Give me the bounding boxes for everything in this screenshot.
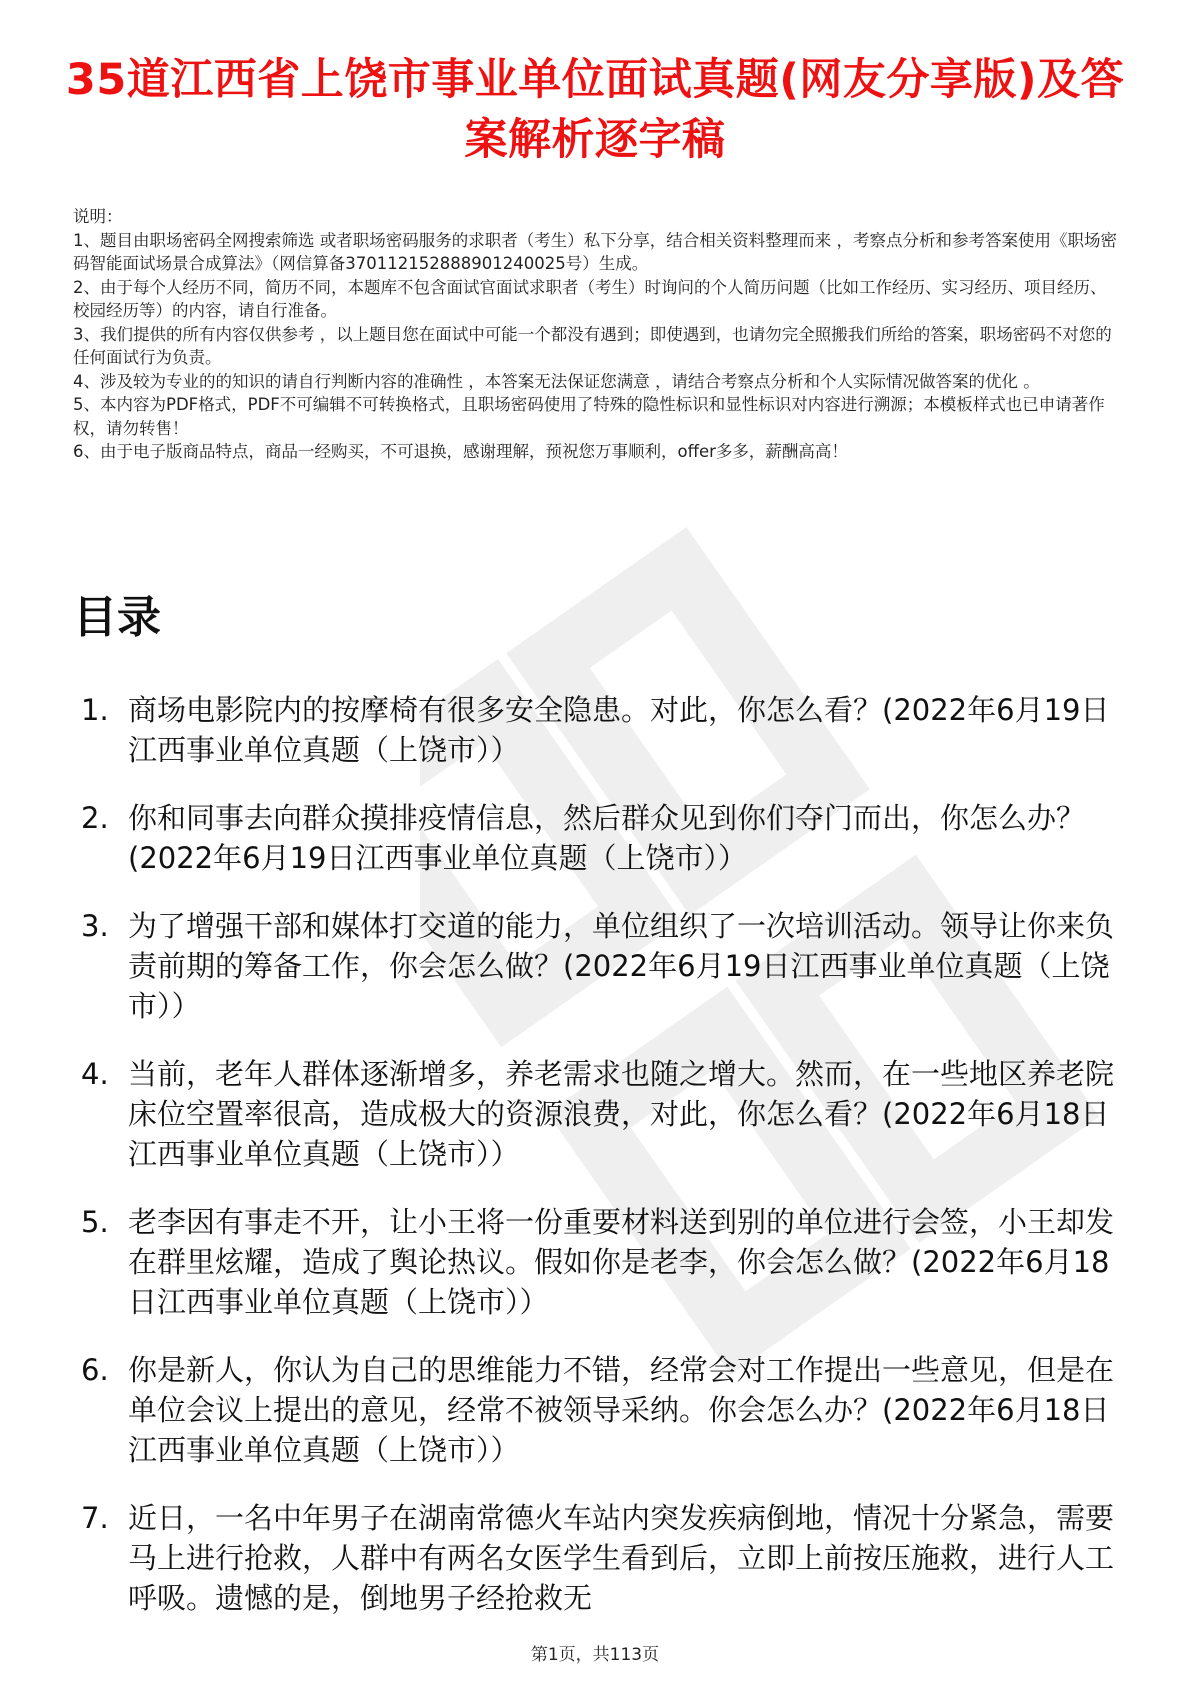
toc-item-text: 商场电影院内的按摩椅有很多安全隐患。对此，你怎么看？(2022年6月19日江西事业单位真题（上饶市）） <box>128 693 1110 767</box>
note-item: 5、本内容为PDF格式，PDF不可编辑不可转换格式，且职场密码使用了特殊的隐性标识和显性标识对内容进行溯源；本模板样式也已申请著作权，请勿转售！ <box>73 395 1105 438</box>
page-footer: 第1页，共113页 <box>530 1645 660 1665</box>
toc-item-text: 老李因有事走不开，让小王将一份重要材料送到别的单位进行会签，小王却发在群里炫耀，造成了舆论热议。假如你是老李，你会怎么做？(2022年6月18日江西事业单位真题（上饶市）） <box>128 1205 1115 1319</box>
toc-item[interactable] <box>73 798 1123 878</box>
toc-item[interactable] <box>73 1202 1123 1322</box>
toc-item-number: 2. <box>81 801 109 835</box>
toc-item-text: 为了增强干部和媒体打交道的能力，单位组织了一次培训活动。领导让你来负责前期的筹备工作，你会怎么做？(2022年6月19日江西事业单位真题（上饶市）） <box>128 909 1115 1023</box>
note-item: 1、题目由职场密码全网搜索筛选 或者职场密码服务的求职者（考生）私下分享，结合相关资料整理而来 ，考察点分析和参考答案使用《职场密码智能面试场景合成算法》（网信算备370112152888901240025号）生成。 <box>73 230 1117 273</box>
toc-item-text: 近日，一名中年男子在湖南常德火车站内突发疾病倒地，情况十分紧急，需要马上进行抢救，人群中有两名女医学生看到后，立即上前按压施救，进行人工呼吸。遗憾的是，倒地男子经抢救无 <box>128 1501 1115 1615</box>
toc-item[interactable] <box>73 1498 1123 1618</box>
toc-item-number: 7. <box>81 1501 109 1535</box>
toc-heading: 目录 <box>73 592 161 643</box>
toc-item[interactable] <box>73 690 1123 770</box>
toc-item[interactable] <box>73 1054 1123 1174</box>
toc-list <box>73 690 1123 1646</box>
note-item: 3、我们提供的所有内容仅供参考 ，以上题目您在面试中可能一个都没有遇到；即使遇到，也请勿完全照搬我们所给的答案，职场密码不对您的任何面试行为负责。 <box>73 324 1112 367</box>
note-item: 2、由于每个人经历不同，简历不同，本题库不包含面试官面试求职者（考生）时询问的个人简历问题（比如工作经历、实习经历、项目经历、校园经历等）的内容，请自行准备。 <box>73 277 1107 320</box>
toc-item[interactable] <box>73 1350 1123 1470</box>
toc-item-number: 5. <box>81 1205 109 1239</box>
document-title: 35道江西省上饶市事业单位面试真题(网友分享版)及答案解析逐字稿 <box>65 55 1125 165</box>
note-item: 4、涉及较为专业的的知识的请自行判断内容的准确性 ，本答案无法保证您满意 ，请结合考察点分析和个人实际情况做答案的优化 。 <box>73 371 1040 391</box>
notes-heading: 说明： <box>73 207 123 226</box>
toc-item-number: 4. <box>81 1057 109 1091</box>
toc-item-text: 你是新人，你认为自己的思维能力不错，经常会对工作提出一些意见，但是在单位会议上提出的意见，经常不被领导采纳。你会怎么办？(2022年6月18日江西事业单位真题（上饶市）） <box>128 1353 1115 1467</box>
toc-item-number: 6. <box>81 1353 109 1387</box>
toc-item-text: 你和同事去向群众摸排疫情信息，然后群众见到你们夺门而出，你怎么办？(2022年6月19日江西事业单位真题（上饶市）） <box>128 801 1086 875</box>
toc-item-number: 1. <box>81 693 109 727</box>
note-item: 6、由于电子版商品特点，商品一经购买，不可退换，感谢理解，预祝您万事顺利，offer多多，薪酬高高！ <box>73 442 848 461</box>
notes-section <box>73 205 1118 464</box>
toc-item[interactable] <box>73 906 1123 1026</box>
toc-item-text: 当前，老年人群体逐渐增多，养老需求也随之增大。然而，在一些地区养老院床位空置率很高，造成极大的资源浪费，对此，你怎么看？(2022年6月18日江西事业单位真题（上饶市）） <box>128 1057 1115 1171</box>
toc-item-number: 3. <box>81 909 109 943</box>
